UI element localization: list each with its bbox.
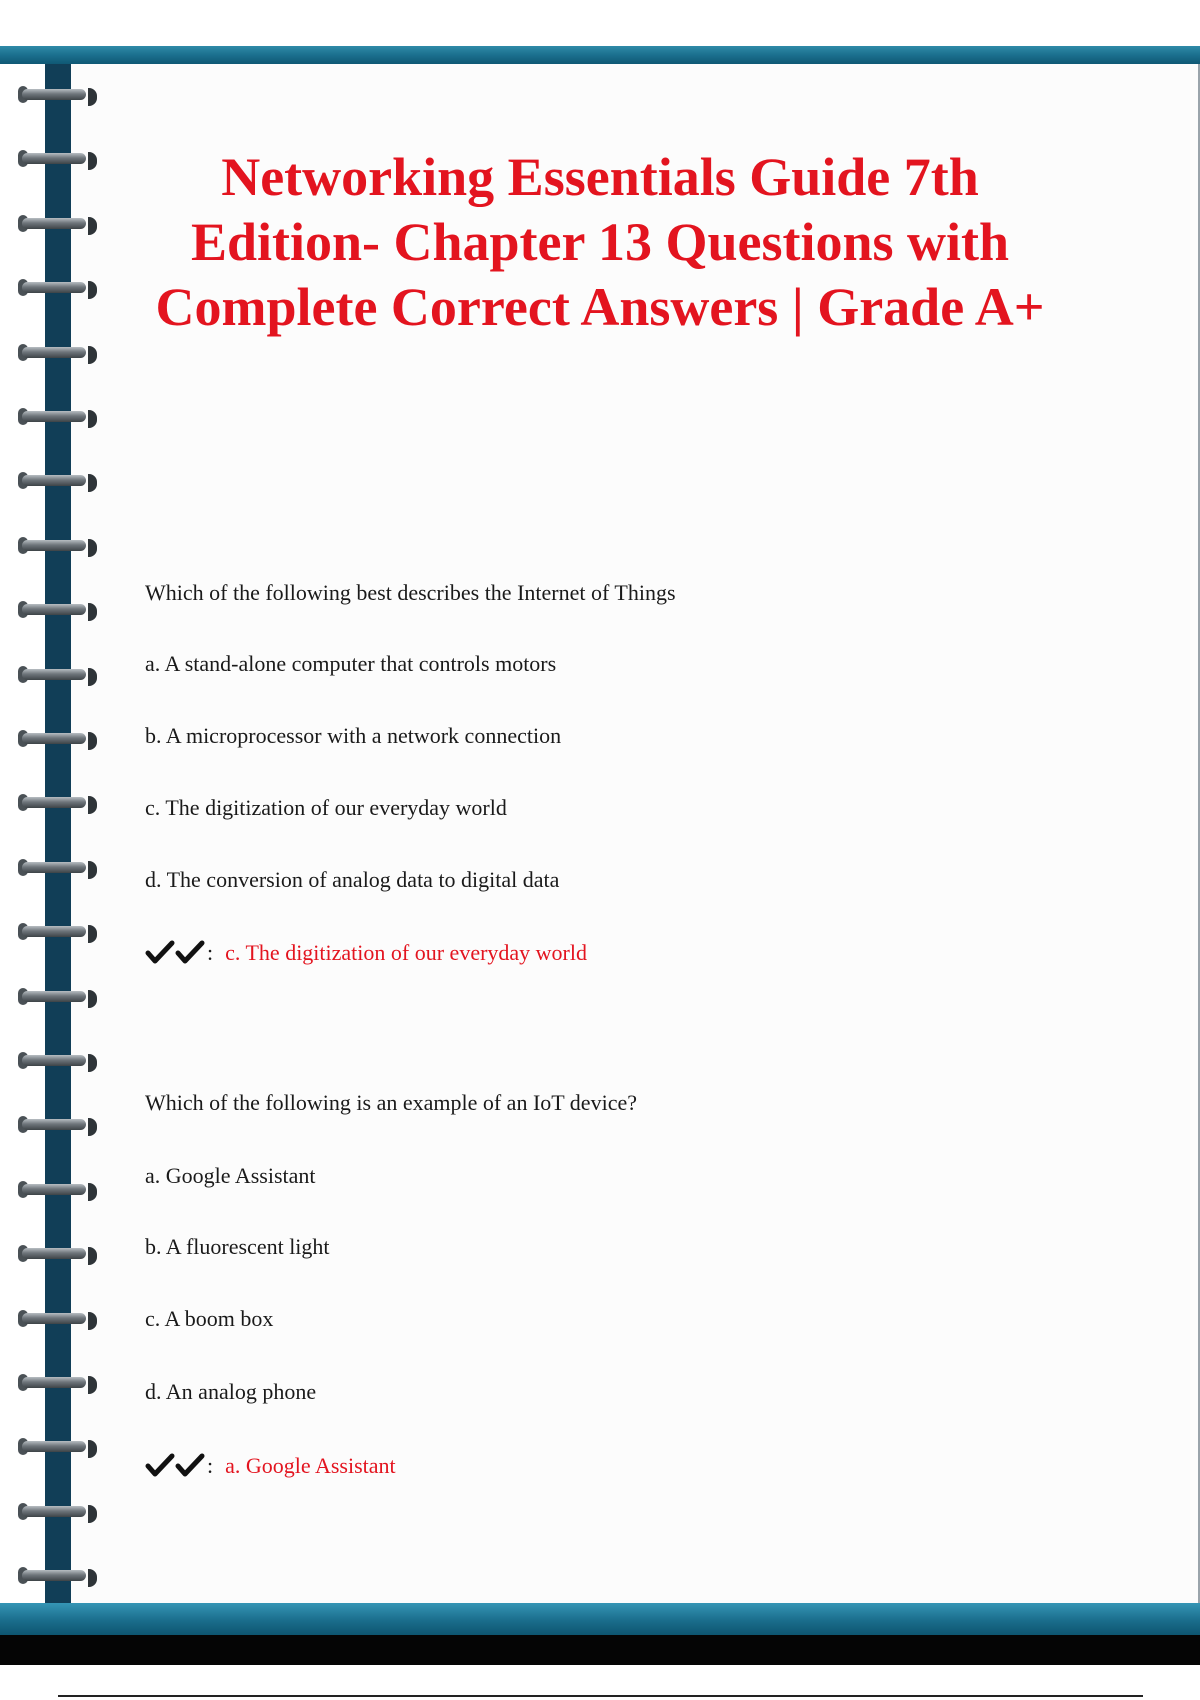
spiral-ring — [18, 342, 92, 366]
spiral-ring — [18, 277, 92, 301]
question-2-option-d: d. An analog phone — [145, 1379, 317, 1404]
question-2-text: Which of the following is an example of an IoT device? — [145, 1090, 637, 1115]
answer-text: a. Google Assistant — [225, 1453, 396, 1478]
spiral-ring — [18, 84, 92, 108]
question-1-option-d: d. The conversion of analog data to digital data — [145, 867, 560, 892]
spiral-ring — [18, 1565, 92, 1589]
spiral-ring — [18, 1179, 92, 1203]
spiral-ring — [18, 1308, 92, 1332]
question-1-text: Which of the following best describes the Internet of Things — [145, 580, 676, 605]
spiral-ring — [18, 792, 92, 816]
question-1-option-b: b. A microprocessor with a network connection — [145, 723, 562, 748]
question-1-option-a: a. A stand-alone computer that controls motors — [145, 651, 557, 676]
binder-bottom-bar — [0, 1603, 1200, 1635]
question-2-option-c: c. A boom box — [145, 1306, 274, 1331]
check-icon — [145, 940, 175, 966]
spiral-ring — [18, 921, 92, 945]
answer-marker: : — [207, 940, 214, 965]
question-2-answer — [145, 1453, 396, 1479]
spiral-ring — [18, 148, 92, 172]
bottom-shadow-strip — [0, 1635, 1200, 1665]
spiral-ring — [18, 986, 92, 1010]
question-2-option-a: a. Google Assistant — [145, 1163, 316, 1188]
document-title: Networking Essentials Guide 7th Edition- Chapter 13 Questions with Complete Correct Answers | Grade A+ — [155, 147, 1045, 337]
answer-marker: : — [207, 1453, 214, 1478]
spiral-ring — [18, 1501, 92, 1525]
spiral-ring — [18, 1050, 92, 1074]
spiral-ring — [18, 1243, 92, 1267]
question-1-option-c: c. The digitization of our everyday world — [145, 795, 507, 820]
spiral-ring — [18, 728, 92, 752]
spiral-ring — [18, 1436, 92, 1460]
spiral-ring — [18, 406, 92, 430]
check-icon — [145, 1453, 175, 1479]
spiral-ring — [18, 599, 92, 623]
question-2-option-b: b. A fluorescent light — [145, 1234, 330, 1259]
answer-text: c. The digitization of our everyday world — [225, 940, 587, 965]
spiral-ring — [18, 664, 92, 688]
spiral-ring — [18, 857, 92, 881]
spiral-ring — [18, 470, 92, 494]
spiral-ring — [18, 213, 92, 237]
question-1-answer — [145, 940, 587, 966]
bottom-rule — [58, 1695, 1143, 1697]
spiral-ring — [18, 1114, 92, 1138]
binder-top-bar — [0, 46, 1200, 64]
spiral-ring — [18, 1372, 92, 1396]
check-icon — [175, 940, 205, 966]
check-icon — [175, 1453, 205, 1479]
spiral-ring — [18, 535, 92, 559]
